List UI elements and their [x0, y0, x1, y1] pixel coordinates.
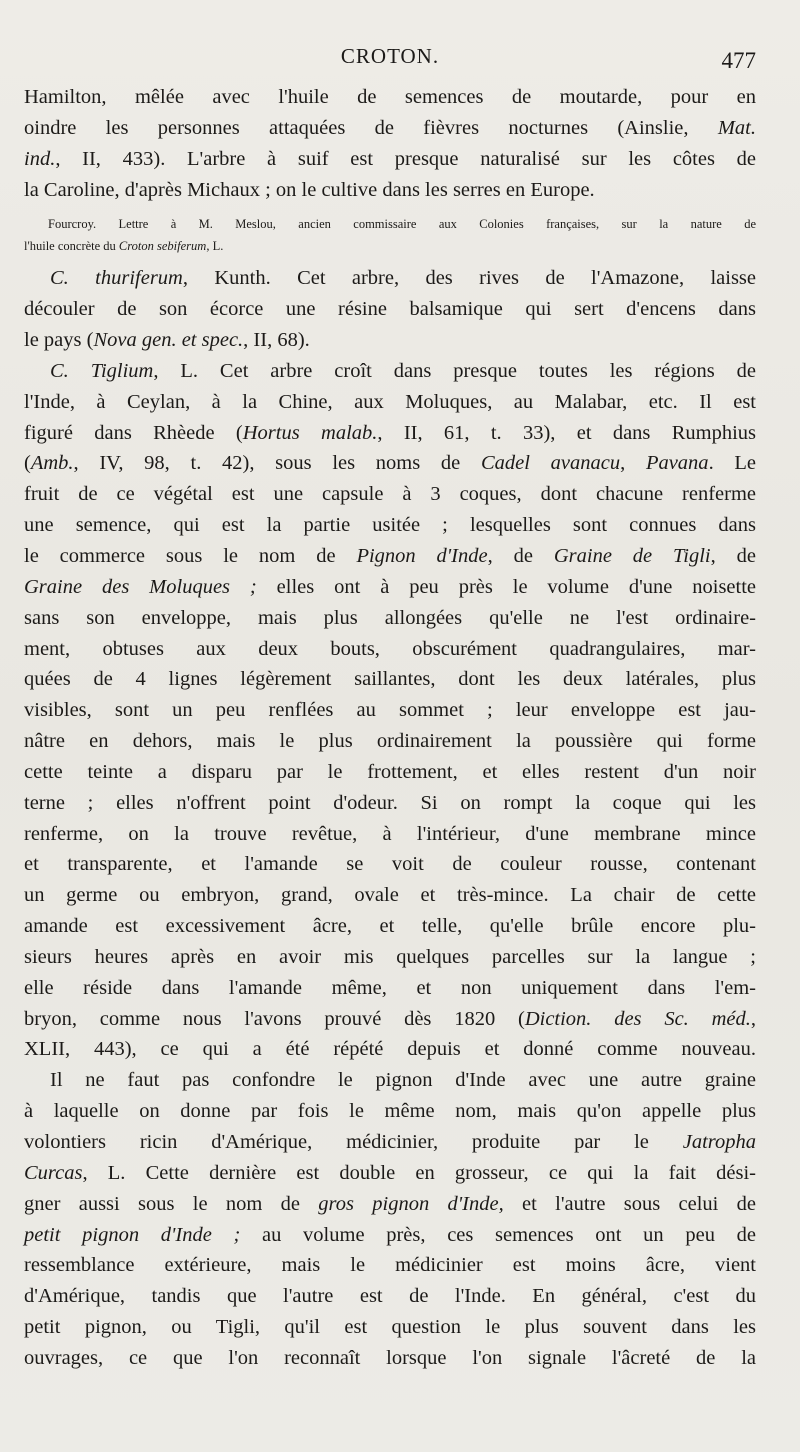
paragraph-croton-tiglium — [24, 356, 756, 1065]
text-line: renferme, on la trouve revêtue, à l'intérieur, d'une membrane mince — [24, 822, 756, 845]
text-line: C. Tiglium, L. Cet arbre croît dans presque toutes les régions de — [50, 359, 756, 382]
text-line: bryon, comme nous l'avons prouvé dès 1820 (Diction. des Sc. méd., — [24, 1007, 756, 1030]
text-line: le commerce sous le nom de Pignon d'Inde, de Graine de Tigli, de — [24, 544, 756, 567]
text-line: découler de son écorce une résine balsamique qui sert d'encens dans — [24, 298, 756, 321]
text-line: sieurs heures après en avoir mis quelques parcelles sur la langue ; — [24, 945, 756, 968]
text-line: (Amb., IV, 98, t. 42), sous les noms de Cadel avanacu, Pavana. Le — [24, 452, 757, 475]
text-line: d'Amérique, tandis que l'autre est de l'Inde. En général, c'est du — [24, 1285, 756, 1308]
text-line: C. thuriferum, Kunth. Cet arbre, des rives de l'Amazone, laisse — [50, 267, 757, 290]
text-line: ment, obtuses aux deux bouts, obscurément quadrangulaires, mar- — [24, 637, 756, 660]
reference-note — [24, 213, 756, 257]
text-line: terne ; elles n'offrent point d'odeur. Si on rompt la coque qui les — [24, 791, 756, 814]
text-line: amande est excessivement âcre, et telle, qu'elle brûle encore plu- — [24, 915, 756, 938]
text-line: Curcas, L. Cette dernière est double en grosseur, ce qui la fait dési- — [24, 1161, 756, 1184]
text-line: une semence, qui est la partie usitée ; lesquelles sont connues dans — [24, 514, 756, 537]
text-line: l'Inde, à Ceylan, à la Chine, aux Moluques, au Malabar, etc. Il est — [24, 390, 756, 413]
text-line: nâtre en dehors, mais le plus ordinairement la poussière qui forme — [24, 730, 756, 753]
page-number: 477 — [721, 48, 756, 73]
paragraph-pignon-inde — [24, 1065, 756, 1373]
text-line: oindre les personnes attaquées de fièvres nocturnes (Ainslie, Mat. — [24, 116, 756, 139]
text-line: un germe ou embryon, grand, ovale et très-mince. La chair de cette — [24, 884, 756, 907]
running-title: CROTON. — [340, 44, 440, 68]
text-line: quées de 4 lignes légèrement saillantes, dont les deux latérales, plus — [24, 668, 756, 691]
text-line: Il ne faut pas confondre le pignon d'Inde avec une autre graine — [50, 1069, 756, 1092]
text-line: XLII, 443), ce qui a été répété depuis et donné comme nouveau. — [24, 1038, 756, 1061]
text-line: ind., II, 433). L'arbre à suif est presque naturalisé sur les côtes de — [24, 147, 756, 170]
text-line: cette teinte a disparu par le frottement, et elles restent d'un noir — [24, 760, 756, 783]
text-line: petit pignon, ou Tigli, qu'il est question le plus souvent dans les — [24, 1316, 756, 1339]
text-line: Graine des Moluques ; elles ont à peu près le volume d'une noisette — [24, 575, 757, 598]
paragraph-croton-thuriferum — [24, 263, 756, 356]
text-line: et transparente, et l'amande se voit de couleur rousse, contenant — [24, 853, 756, 876]
note-line: l'huile concrète du Croton sebiferum, L. — [24, 239, 224, 254]
text-line: volontiers ricin d'Amérique, médicinier, produite par le Jatropha — [24, 1131, 756, 1153]
text-line: fruit de ce végétal est une capsule à 3 coques, dont chacune renferme — [24, 483, 756, 506]
text-line: à laquelle on donne par fois le même nom, mais qu'on appelle plus — [24, 1100, 756, 1123]
text-line: ouvrages, ce que l'on reconnaît lorsque l'on signale l'âcreté de la — [24, 1346, 756, 1369]
text-line: petit pignon d'Inde ; au volume près, ces semences ont un peu de — [24, 1223, 756, 1246]
text-line: le pays (Nova gen. et spec., II, 68). — [24, 329, 310, 352]
page-header — [24, 44, 756, 80]
note-line: Fourcroy. Lettre à M. Meslou, ancien commissaire aux Colonies françaises, sur la nature de — [48, 217, 756, 232]
text-line: la Caroline, d'après Michaux ; on le cultive dans les serres en Europe. — [24, 178, 595, 201]
text-line: gner aussi sous le nom de gros pignon d'Inde, et l'autre sous celui de — [24, 1192, 757, 1215]
text-line: figuré dans Rhèede (Hortus malab., II, 61, t. 33), et dans Rumphius — [24, 421, 756, 444]
text-line: Hamilton, mêlée avec l'huile de semences de moutarde, pour en — [24, 86, 756, 108]
text-line: ressemblance extérieure, mais le médicinier est moins âcre, vient — [24, 1254, 756, 1277]
text-line: visibles, sont un peu renflées au sommet ; leur enveloppe est jau- — [24, 699, 756, 722]
body-text — [24, 82, 756, 1374]
text-line: elle réside dans l'amande même, et non uniquement dans l'em- — [24, 976, 756, 999]
text-line: sans son enveloppe, mais plus allongées qu'elle ne l'est ordinaire- — [24, 606, 756, 629]
paragraph-ahmuellerum-continuation — [24, 82, 756, 205]
